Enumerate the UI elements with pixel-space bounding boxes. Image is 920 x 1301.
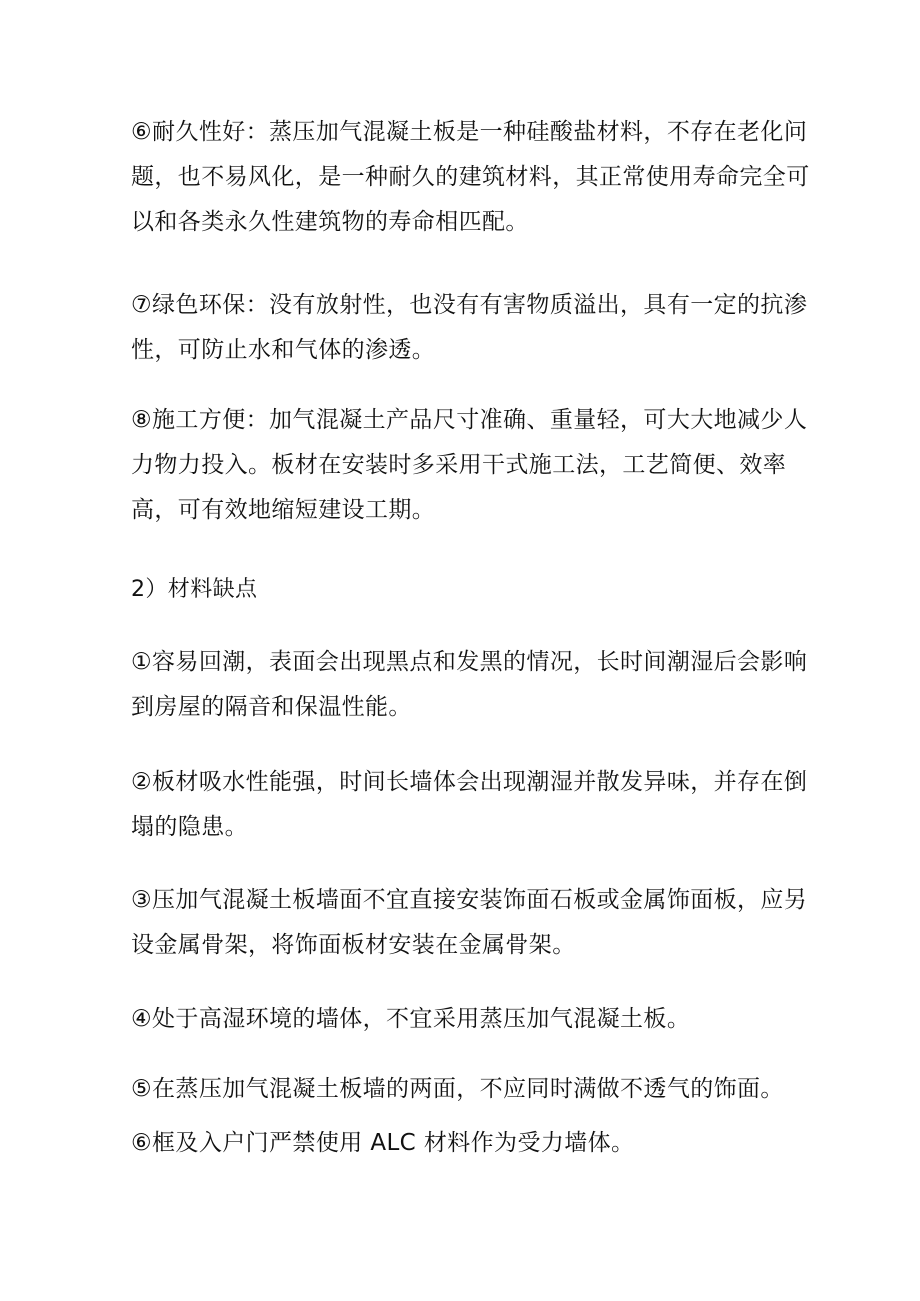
paragraph-disadvantage-4: ④处于高湿环境的墙体，不宜采用蒸压加气混凝土板。 [131,1006,691,1032]
paragraph-disadvantage-1: ①容易回潮，表面会出现黑点和发黑的情况，长时间潮湿后会影响到房屋的隔音和保温性能。 [131,649,808,720]
paragraph-disadvantage-6: ⑥框及入户门严禁使用 ALC 材料作为受力墙体。 [131,1130,635,1156]
paragraph-disadvantage-5: ⑤在蒸压加气混凝土板墙的两面，不应同时满做不透气的饰面。 [131,1076,784,1102]
paragraph-disadvantage-3: ③压加气混凝土板墙面不宜直接安装饰面石板或金属饰面板，应另设金属骨架，将饰面板材安装在金属骨架。 [131,887,808,958]
section-heading-disadvantages: 2）材料缺点 [131,577,258,602]
paragraph-durability: ⑥耐久性好：蒸压加气混凝土板是一种硅酸盐材料，不存在老化问题，也不易风化，是一种耐久的建筑材料，其正常使用寿命完全可以和各类永久性建筑物的寿命相匹配。 [131,119,810,235]
paragraph-eco-friendly: ⑦绿色环保：没有放射性，也没有有害物质溢出，具有一定的抗渗性，可防止水和气体的渗透。 [131,292,808,363]
paragraph-easy-construction: ⑧施工方便：加气混凝土产品尺寸准确、重量轻，可大大地减少人力物力投入。板材在安装时多采用干式施工法，工艺简便、效率高，可有效地缩短建设工期。 [131,407,808,523]
paragraph-disadvantage-2: ②板材吸水性能强，时间长墙体会出现潮湿并散发异味，并存在倒塌的隐患。 [131,769,808,840]
